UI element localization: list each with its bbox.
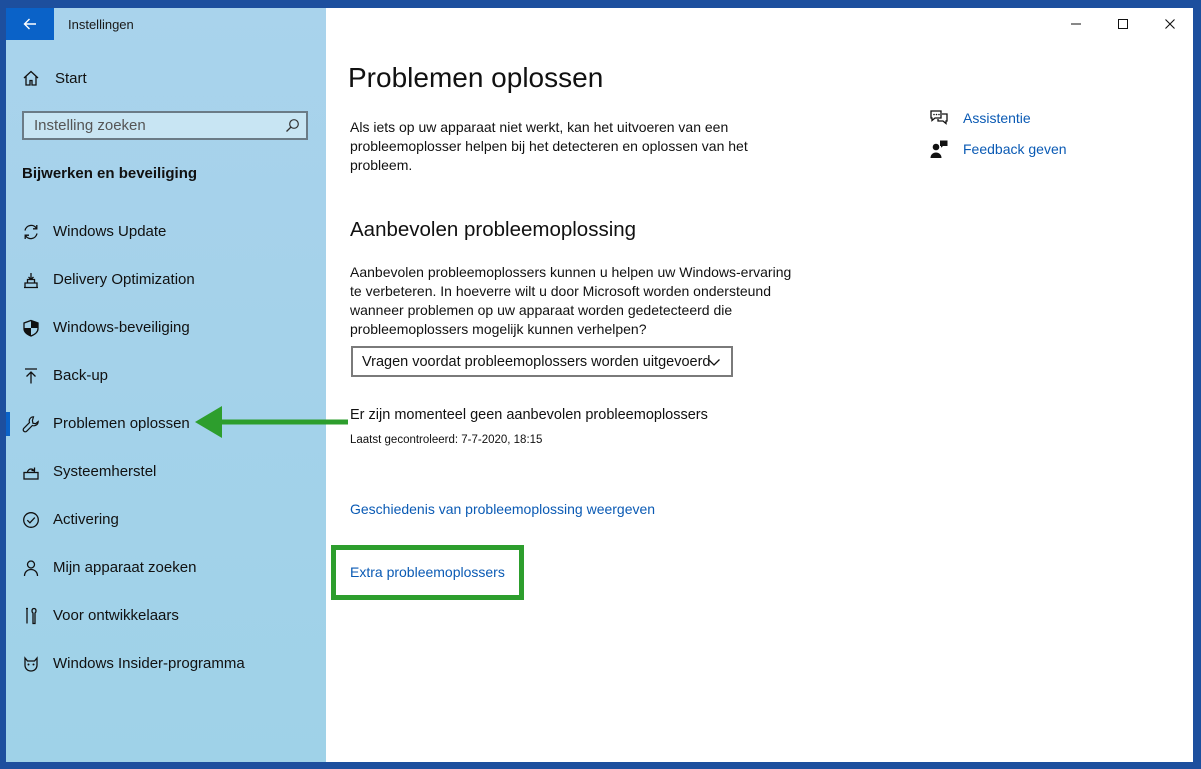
backup-upload-icon [22,367,40,385]
sidebar-item-recovery[interactable] [6,452,326,492]
sidebar-item-backup[interactable] [6,356,326,396]
sidebar-item-label: Mijn apparaat zoeken [53,559,197,576]
sidebar-item-label: Problemen oplossen [53,415,190,432]
back-button[interactable] [6,8,54,40]
minimize-icon [1070,18,1082,30]
close-icon [1164,18,1176,30]
settings-window [6,8,1193,762]
chat-bubbles-icon [929,108,949,128]
annotation-arrow-icon [190,397,352,449]
sidebar-item-label: Delivery Optimization [53,271,195,288]
recommended-heading: Aanbevolen probleemoplossing [350,218,637,241]
insider-cat-icon [22,655,40,673]
dropdown-selected-value: Vragen voordat probleemoplossers worden uitgevoerd [362,354,711,370]
minimize-button[interactable] [1053,8,1099,40]
search-input[interactable] [24,113,284,138]
shield-icon [22,319,40,337]
recovery-icon [22,463,40,481]
settings-search-box[interactable] [22,111,308,140]
arrow-left-icon [22,16,38,32]
maximize-button[interactable] [1100,8,1146,40]
delivery-optimization-icon [22,271,40,289]
feedback-link[interactable] [929,139,1067,159]
sidebar-section-title: Bijwerken en beveiliging [22,165,198,182]
home-link[interactable] [22,69,87,87]
developer-tools-icon [22,607,40,625]
feedback-person-icon [929,139,949,159]
sidebar-item-label: Windows Update [53,223,167,240]
last-checked-timestamp: Laatst gecontroleerd: 7-7-2020, 18:15 [350,434,543,446]
sidebar-item-label: Systeemherstel [53,463,157,480]
sidebar-item-insider[interactable] [6,644,326,684]
sidebar-item-label: Windows Insider-programma [53,655,245,672]
recommended-troubleshooting-dropdown[interactable] [351,346,733,377]
intro-text: Als iets op uw apparaat niet werkt, kan het uitvoeren van een probleemoplosser helpen bij het detecteren en oplossen van het probleem. [350,119,748,173]
wrench-icon [22,415,40,433]
home-label: Start [55,69,87,87]
window-title: Instellingen [68,17,134,32]
sidebar-item-find-my-device[interactable] [6,548,326,588]
feedback-label: Feedback geven [963,141,1067,157]
sidebar-item-windows-update[interactable] [6,212,326,252]
main-content [326,8,1193,762]
history-link[interactable]: Geschiedenis van probleemoplossing weergeven [350,501,656,517]
sidebar-item-label: Windows-beveiliging [53,319,190,336]
check-circle-icon [22,511,40,529]
sync-icon [22,223,40,241]
sidebar-item-developers[interactable] [6,596,326,636]
close-button[interactable] [1147,8,1193,40]
maximize-icon [1117,18,1129,30]
extra-troubleshooters-link[interactable]: Extra probleemoplossers [350,564,505,580]
sidebar-item-label: Back-up [53,367,109,384]
help-link[interactable] [929,108,1031,128]
chevron-down-icon [707,356,721,368]
sidebar-item-activation[interactable] [6,500,326,540]
sidebar-item-label: Activering [53,511,119,528]
help-label: Assistentie [963,110,1031,126]
home-icon [22,69,40,87]
recommended-status: Er zijn momenteel geen aanbevolen probleemoplossers [350,407,708,423]
person-location-icon [22,559,40,577]
search-icon [285,118,300,133]
sidebar-item-windows-security[interactable] [6,308,326,348]
recommended-description: Aanbevolen probleemoplossers kunnen u helpen uw Windows-ervaring te verbeteren. In hoeverre wilt u door Microsoft worden ondersteund wanneer problemen op uw apparaat worden gedetecteerd die probleemoplossers mogelijk kunnen verhelpen? [350,264,792,337]
sidebar [6,8,326,762]
sidebar-item-delivery-optimization[interactable] [6,260,326,300]
page-title: Problemen oplossen [348,62,604,93]
sidebar-item-label: Voor ontwikkelaars [53,607,179,624]
